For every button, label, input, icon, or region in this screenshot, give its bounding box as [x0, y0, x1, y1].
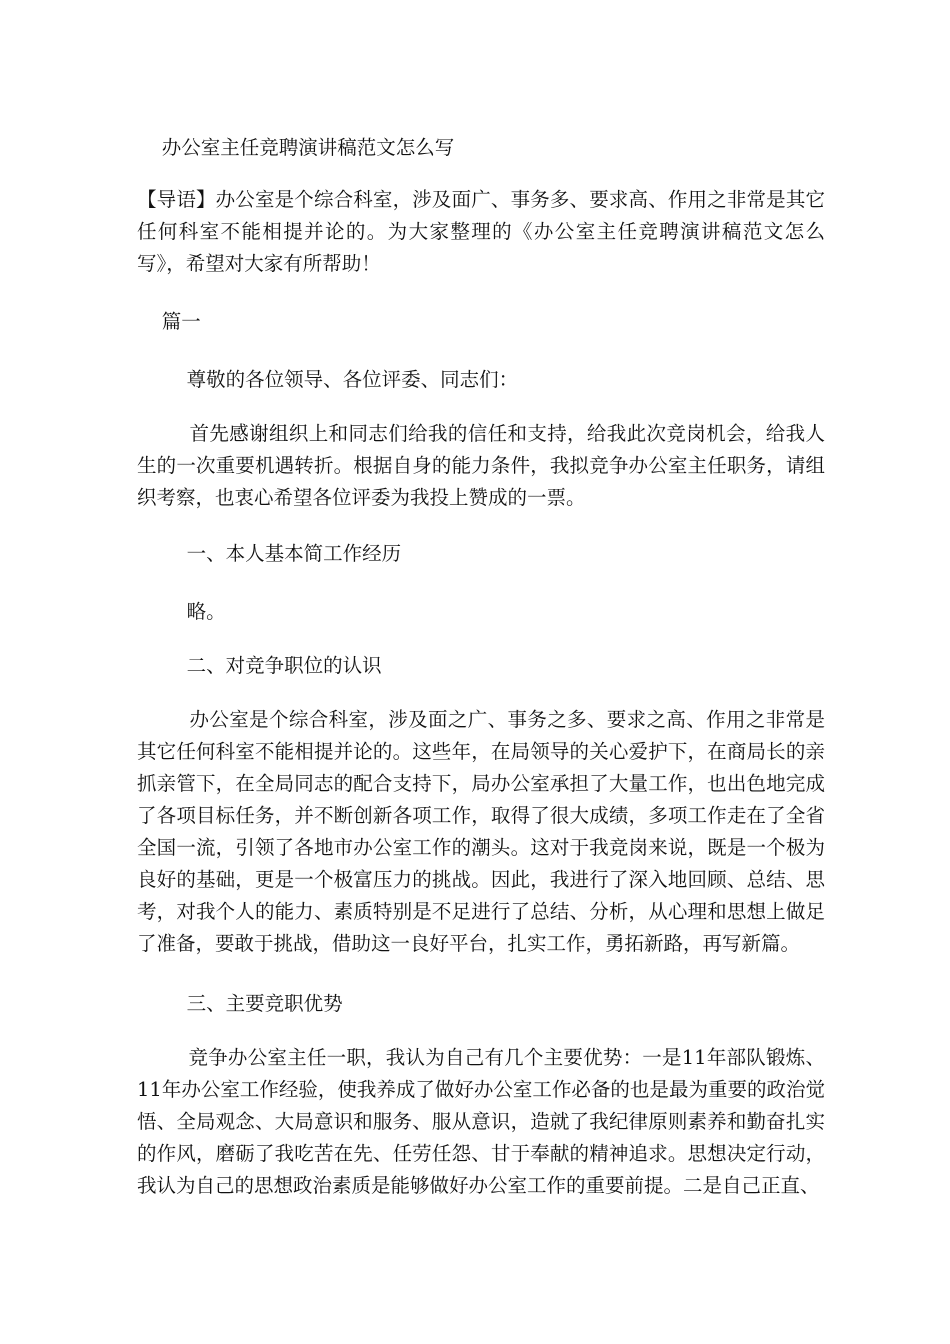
section-heading-3: 三、主要竞职优势: [137, 992, 343, 1015]
chapter-label: 篇一: [137, 310, 201, 333]
greeting-line: 尊敬的各位领导、各位评委、同志们：: [137, 368, 519, 391]
section-heading-2: 二、对竞争职位的认识: [137, 654, 382, 677]
body-paragraph-2: 办公室是个综合科室，涉及面之广、事务之多、要求之高、作用之非常是其它任何科室不能相提并论的。这些年，在局领导的关心爱护下，在商局长的亲抓亲管下，在全局同志的配合支持下，局办公室承担了大量工作，也出色地完成了各项目标任务，并不断创新各项工作，取得了很大成绩，多项工作走在了全省全国一流，引领了各地市办公室工作的潮头。这对于我竞岗来说，既是一个极为良好的基础，更是一个极富压力的挑战。因此，我进行了深入地回顾、总结、思考，对我个人的能力、素质特别是不足进行了总结、分析，从心理和思想上做足了准备，要敢于挑战，借助这一良好平台，扎实工作，勇拓新路，再写新篇。: [137, 708, 825, 955]
intro-paragraph: 【导语】办公室是个综合科室，涉及面广、事务多、要求高、作用之非常是其它任何科室不能相提并论的。为大家整理的《办公室主任竞聘演讲稿范文怎么写》，希望对大家有所帮助！: [137, 188, 825, 275]
section-note: 略。: [137, 600, 226, 623]
document-title: 办公室主任竞聘演讲稿范文怎么写: [137, 136, 455, 159]
section-heading-1: 一、本人基本简工作经历: [137, 542, 402, 565]
body-paragraph-3: 竞争办公室主任一职，我认为自己有几个主要优势：一是11年部队锻炼、11年办公室工作经验，使我养成了做好办公室工作必备的也是最为重要的政治觉悟、全局观念、大局意识和服务、服从意识，造就了我纪律原则素养和勤奋扎实的作风，磨砺了我吃苦在先、任劳任怨、甘于奉献的精神追求。思想决定行动，我认为自己的思想政治素质是能够做好办公室工作的重要前提。二是自己正直、: [137, 1046, 825, 1197]
opening-paragraph: 首先感谢组织上和同志们给我的信任和支持，给我此次竞岗机会，给我人生的一次重要机遇转折。根据自身的能力条件，我拟竞争办公室主任职务，请组织考察，也衷心希望各位评委为我投上赞成的一票。: [137, 422, 825, 509]
